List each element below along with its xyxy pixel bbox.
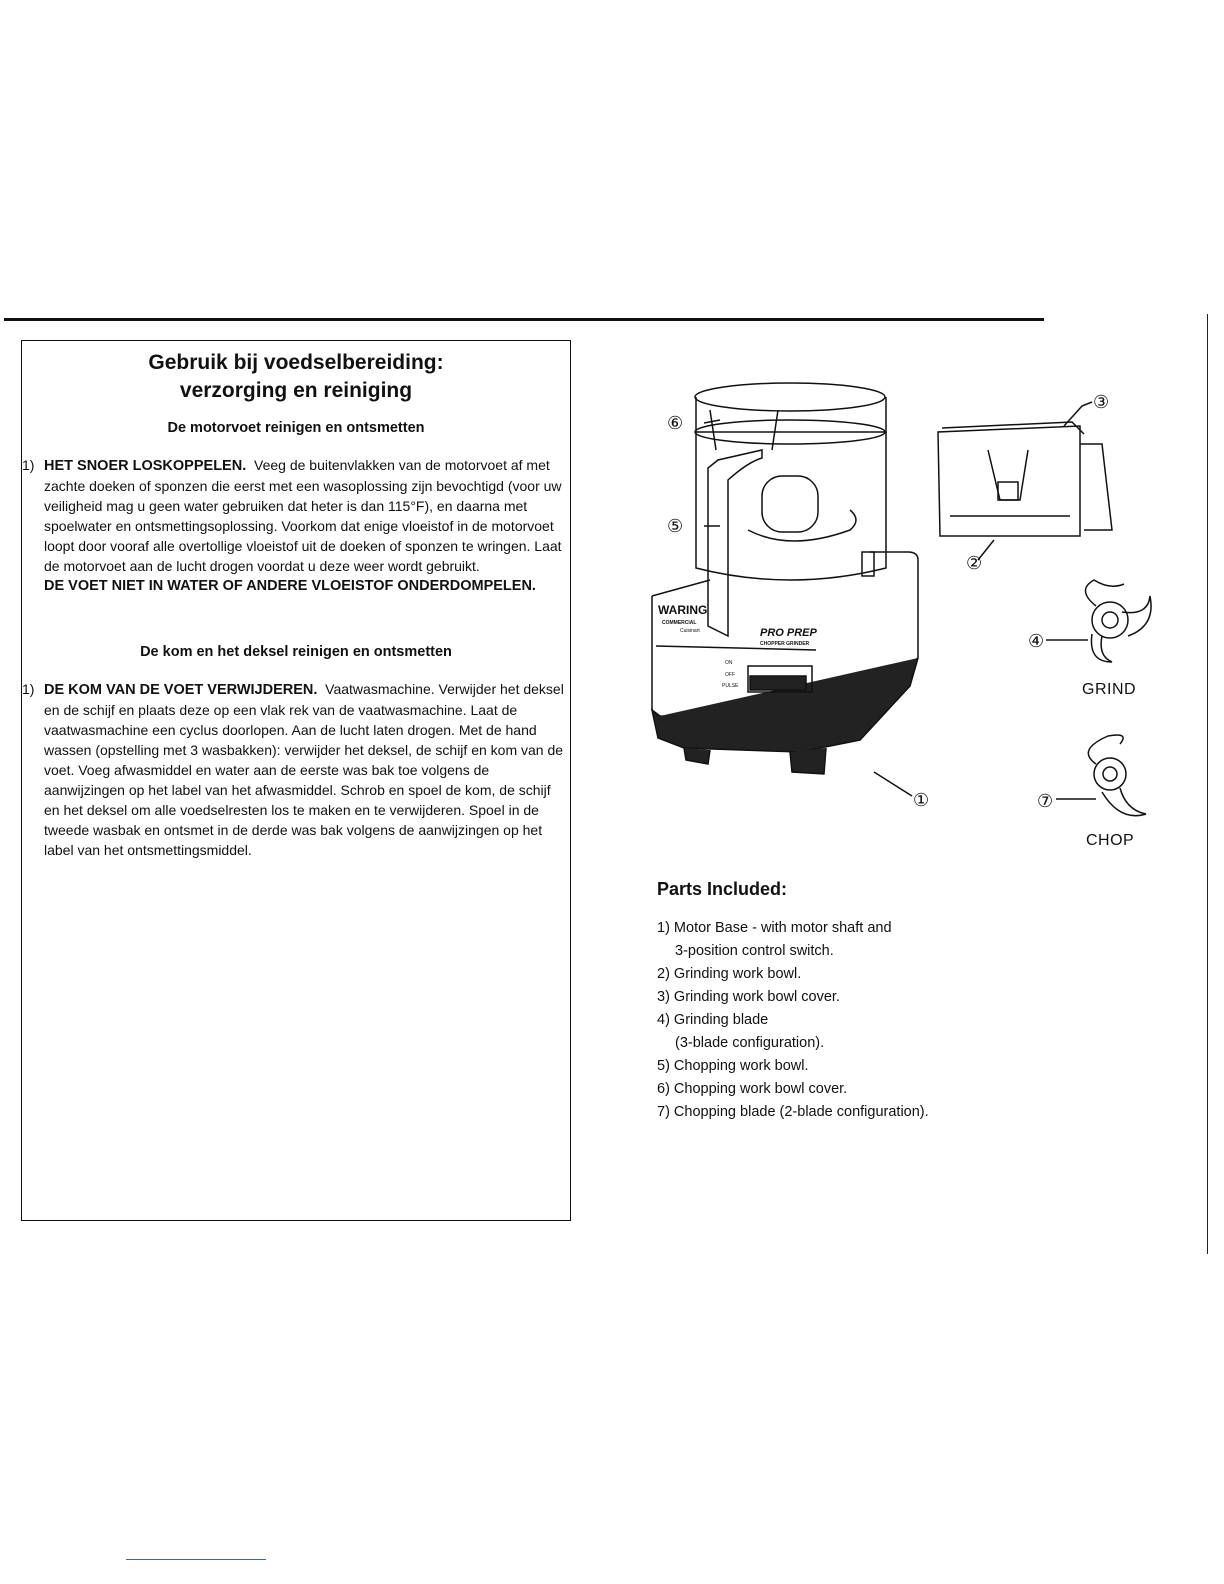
part-text: 5) Chopping work bowl. bbox=[657, 1058, 809, 1074]
section2-steps bbox=[22, 679, 570, 860]
panel-title-line1: Gebruik bij voedselbereiding: bbox=[148, 351, 444, 374]
step-lead: DE KOM VAN DE VOET VERWIJDEREN. bbox=[44, 682, 318, 698]
grind-blade-center bbox=[1102, 612, 1118, 628]
panel-title bbox=[22, 349, 570, 405]
cleaning-instructions-panel bbox=[21, 340, 571, 1221]
switch-off: OFF bbox=[725, 672, 735, 678]
section1-heading: De motorvoet reinigen en ontsmetten bbox=[167, 420, 425, 436]
part-item bbox=[657, 1009, 977, 1055]
chop-label: CHOP bbox=[1086, 832, 1135, 849]
foot-right bbox=[790, 748, 826, 774]
step-number: 1) bbox=[22, 457, 35, 473]
grinding-bowl-cover bbox=[942, 422, 1084, 434]
step-lead: HET SNOER LOSKOPPELEN. bbox=[44, 458, 247, 474]
page-edge-line bbox=[1207, 314, 1208, 1254]
grinding-bowl bbox=[938, 426, 1080, 536]
part-item bbox=[657, 1055, 977, 1078]
grinding-bowl-handle bbox=[1080, 444, 1112, 530]
motor-base-top-edge bbox=[652, 580, 710, 596]
panel-title-line2: verzorging en reiniging bbox=[179, 379, 413, 402]
section2-step bbox=[22, 679, 570, 860]
brand-logo: WARING bbox=[658, 603, 708, 617]
callout-6: ⑥ bbox=[667, 413, 684, 434]
model-name: PRO PREP bbox=[760, 627, 817, 639]
control-switch bbox=[750, 676, 806, 690]
section1-step bbox=[22, 455, 570, 596]
brand-sub2: Cuisinart bbox=[680, 628, 700, 634]
switch-on: ON bbox=[725, 660, 733, 666]
step-body: Vaatwasmachine. Verwijder het deksel en de schijf en plaats deze op een vlak rek van de vaatwasmachine. Laat de vaatwasmachine een cyclus doorlopen. Aan de lucht laten drogen. Met de hand wassen (opstelling met 3 wasbakken): verwijder het deksel, de schijf en kom van de voet. Voeg afwasmiddel en water aan de eerste was bak toe volgens de aanwijzingen op het label van het afwasmiddel. Schrob en spoel de kom, de schijf en het deksel om alle voedselresten los te maken en te verwijderen. Spoel in de tweede wasbak en ontsmet in de derde was bak volgens de aanwijzingen op het label van het ontsmettingsmiddel. bbox=[44, 681, 564, 858]
part-item bbox=[657, 963, 977, 986]
grinding-shaft bbox=[988, 450, 1028, 500]
part-text: 7) Chopping blade (2-blade configuration). bbox=[657, 1104, 929, 1120]
chop-blade-hub bbox=[1094, 758, 1126, 790]
bowl-body bbox=[696, 432, 886, 580]
chopper-grinder-drawing bbox=[600, 340, 1200, 860]
brand-sub: COMMERCIAL bbox=[662, 620, 697, 626]
step-body: Veeg de buitenvlakken van de motorvoet af met zachte doeken of sponzen die eerst met een wasoplossing zijn bevochtigd (voor uw veiligheid mag u geen water gebruiken dat heter is dan 115°F), en daarna met spoelwater en ontsmettingsoplossing. Voorkom dat enige vloeistof in de motorvoet loopt door vooraf alle overtollige vloeistof uit de doeken of sponzen te wringen. Laat de motorvoet aan de lucht drogen voordat u deze weer wordt gebruikt. bbox=[44, 457, 562, 574]
grinding-hub bbox=[998, 482, 1018, 500]
switch-pulse: PULSE bbox=[722, 683, 739, 689]
part-text-cont: (3-blade configuration). bbox=[675, 1035, 825, 1051]
callout-3: ③ bbox=[1093, 392, 1110, 413]
bowl-cover-side bbox=[696, 397, 886, 432]
foot-left bbox=[684, 748, 710, 764]
grind-blade-hub bbox=[1092, 602, 1128, 638]
motor-base-foot bbox=[652, 658, 918, 752]
part-item bbox=[657, 1078, 977, 1101]
part-text-cont: 3-position control switch. bbox=[675, 943, 834, 959]
product-illustration bbox=[600, 340, 1200, 860]
part-text: 2) Grinding work bowl. bbox=[657, 966, 802, 982]
blade-hub bbox=[762, 476, 818, 532]
bowl-cover-rim bbox=[695, 383, 885, 411]
chop-blade-center bbox=[1103, 767, 1117, 781]
section2-heading: De kom en het deksel reinigen en ontsmetten bbox=[140, 644, 452, 660]
callout-4: ④ bbox=[1028, 631, 1045, 652]
part-text: 4) Grinding blade bbox=[657, 1012, 769, 1028]
parts-list bbox=[657, 917, 977, 1124]
top-rule bbox=[4, 318, 1044, 321]
model-sub: CHOPPER GRINDER bbox=[760, 641, 810, 647]
footnote-rule bbox=[126, 1559, 266, 1560]
part-text: 3) Grinding work bowl cover. bbox=[657, 989, 840, 1005]
section1-steps bbox=[22, 455, 570, 596]
callout-5: ⑤ bbox=[667, 516, 684, 537]
step-warning: DE VOET NIET IN WATER OF ANDERE VLOEISTOF ONDERDOMPELEN. bbox=[44, 578, 536, 594]
callout-1: ① bbox=[913, 790, 930, 811]
part-item bbox=[657, 986, 977, 1009]
part-item bbox=[657, 917, 977, 963]
chopping-blade-outline bbox=[748, 510, 856, 541]
part-text: 1) Motor Base - with motor shaft and bbox=[657, 920, 892, 936]
callout-7: ⑦ bbox=[1037, 791, 1054, 812]
callout-2: ② bbox=[966, 553, 983, 574]
feed-chute bbox=[708, 450, 762, 636]
step-number: 1) bbox=[22, 681, 35, 697]
grind-label: GRIND bbox=[1082, 681, 1137, 698]
part-item bbox=[657, 1101, 977, 1124]
leader-3 bbox=[1064, 402, 1092, 426]
part-text: 6) Chopping work bowl cover. bbox=[657, 1081, 848, 1097]
leader-1 bbox=[874, 772, 912, 796]
parts-title: Parts Included: bbox=[657, 879, 788, 899]
